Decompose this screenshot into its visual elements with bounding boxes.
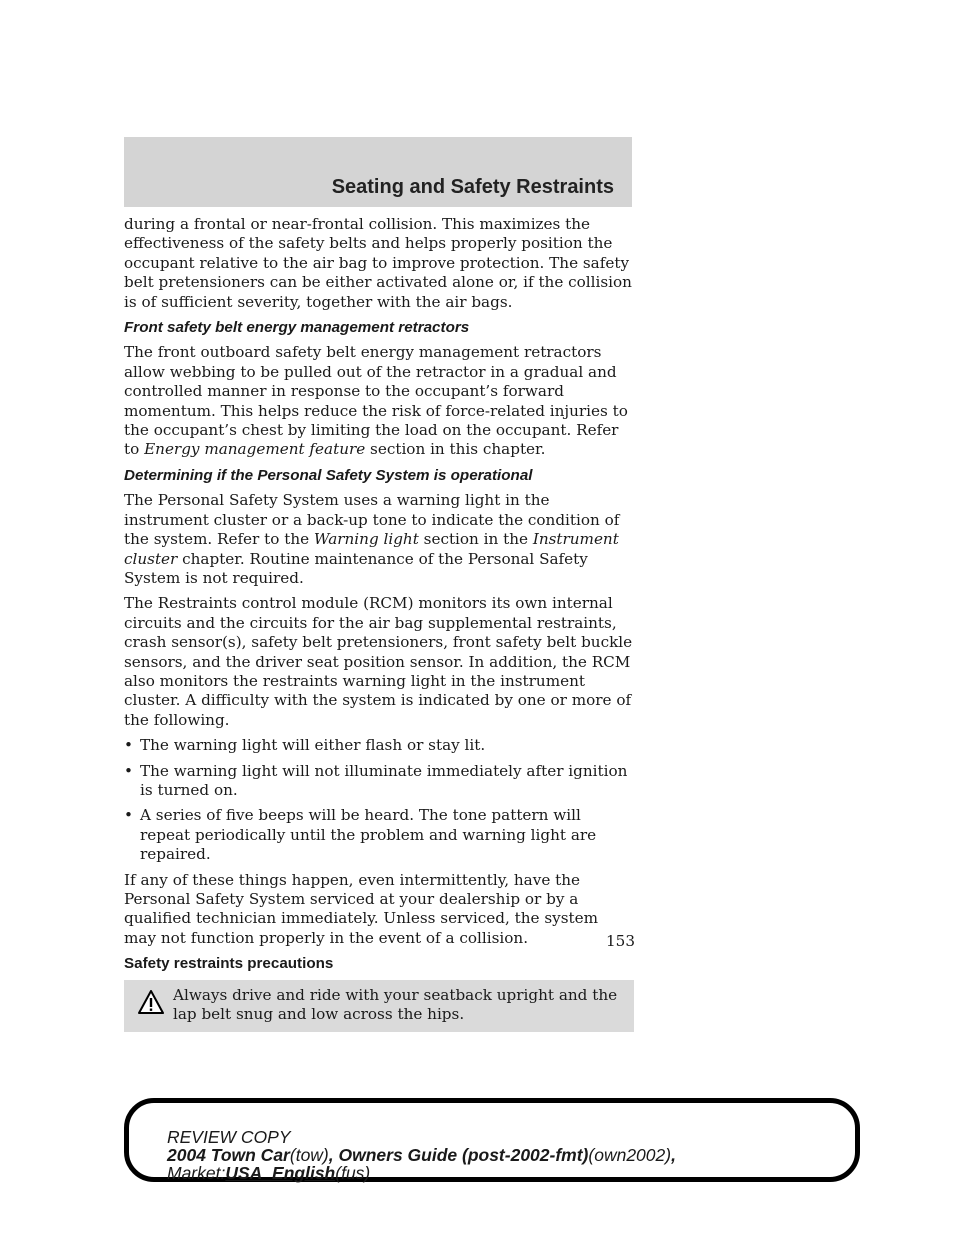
heading-precautions: Safety restraints precautions (124, 955, 334, 973)
review-market-line: Market:USA_English(fus) (167, 1163, 371, 1183)
heading-operational: Determining if the Personal Safety System is operational (124, 466, 533, 484)
warning-text: Always drive and ride with your seatback upright and the lap belt snug and low across the hips. (173, 985, 618, 1024)
page-content (124, 215, 634, 1032)
bullet-icon: • (124, 761, 133, 780)
list-item: • A series of five beeps will be heard. The tone pattern will repeat periodically until the problem and warning light are repaired. (124, 806, 597, 864)
bullet-icon: • (124, 736, 133, 755)
paragraph-warning-light: The Personal Safety System uses a warning light in the instrument cluster or a back-up tone to indicate the condition of the system. Refer to the Warning light section in the Instrument cluster chapter. Routine maintenance of the Personal Safety System is not required. (124, 491, 620, 587)
bullet-list (124, 736, 634, 864)
page-number: 153 (606, 932, 635, 950)
paragraph-energy-management: The front outboard safety belt energy management retractors allow webbing to be pulled out of the retractor in a gradual and controlled manner in response to the occupant’s forward momentum. This helps reduce the risk of force-related injuries to the occupant’s chest by limiting the load on the occupant. Refer to Energy management feature section in this chapter. (124, 343, 628, 459)
section-title: Seating and Safety Restraints (331, 176, 614, 198)
warning-box (124, 980, 634, 1032)
list-item: • The warning light will not illuminate immediately after ignition is turned on. (124, 761, 628, 799)
review-copy-label: REVIEW COPY (167, 1127, 291, 1147)
review-model-line: 2004 Town Car(tow), Owners Guide (post-2002-fmt)(own2002), (167, 1145, 676, 1165)
ref-warning-light: Warning light (313, 530, 419, 549)
heading-energy-management: Front safety belt energy management retractors (124, 319, 470, 337)
review-copy-box (124, 1098, 860, 1182)
paragraph-intro: during a frontal or near-frontal collision. This maximizes the effectiveness of the safety belts and helps properly position the occupant relative to the air bag to improve protection. The safety belt pretensioners can be either activated alone or, if the collision is of sufficient severity, together with the air bags. (124, 215, 632, 311)
list-item: • The warning light will either flash or stay lit. (124, 736, 486, 755)
link-energy-management-feature: Energy management feature (144, 440, 366, 459)
bullet-icon: • (124, 806, 133, 825)
header-band (124, 137, 632, 207)
paragraph-rcm: The Restraints control module (RCM) monitors its own internal circuits and the circuits for the air bag supplemental restraints, crash sensor(s), safety belt pretensioners, front safety belt buckle sensors, and the driver seat position sensor. In addition, the RCM also monitors the restraints warning light in the instrument cluster. A difficulty with the system is indicated by one or more of the following. (124, 594, 633, 729)
paragraph-service: If any of these things happen, even intermittently, have the Personal Safety System serviced at your dealership or by a qualified technician immediately. Unless serviced, the system may not function properly in the event of a collision. (124, 870, 598, 947)
ref-instrument-cluster: Instrument cluster (124, 530, 619, 568)
warning-triangle-icon (138, 990, 164, 1014)
